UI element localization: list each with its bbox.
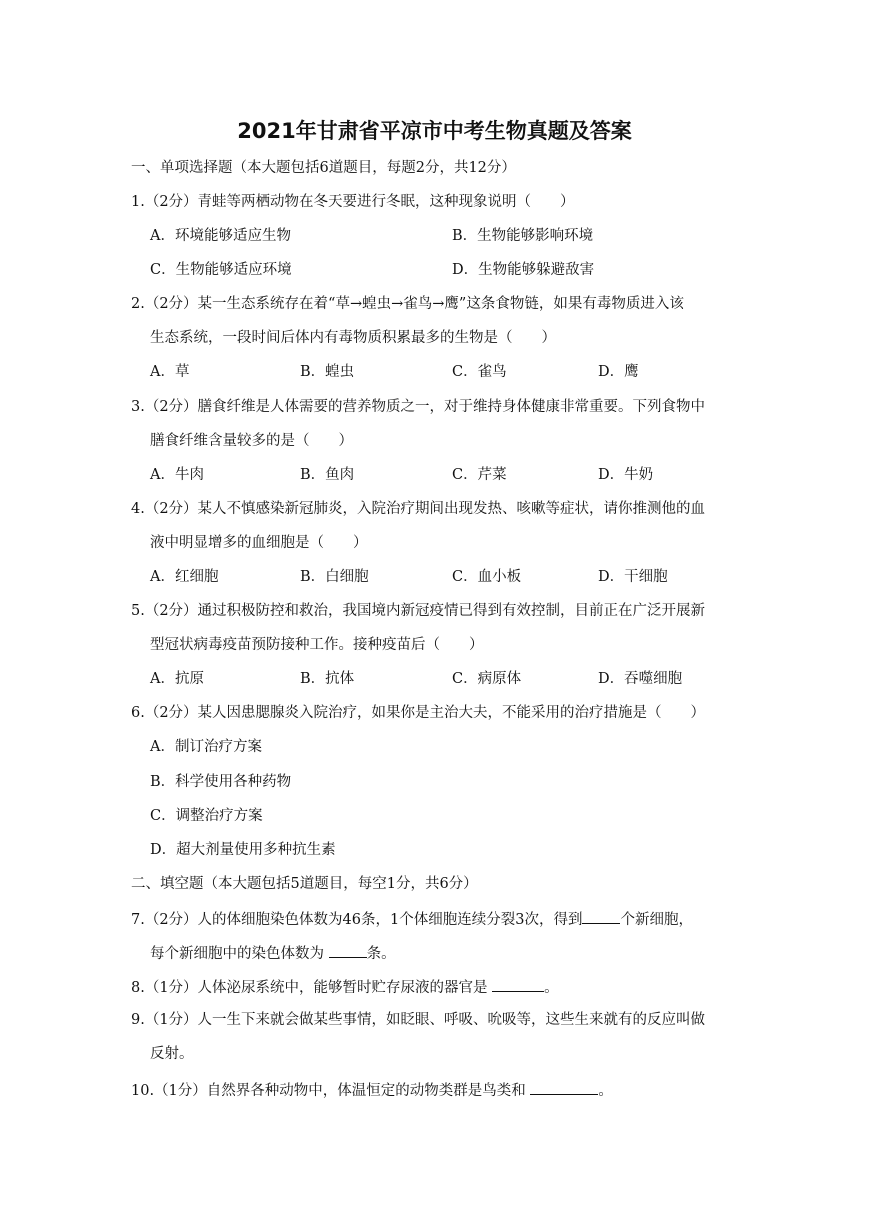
question-3-option-c: C．芹菜 bbox=[452, 467, 507, 483]
question-4-option-c: C．血小板 bbox=[452, 569, 522, 585]
question-3-option-b: B．鱼肉 bbox=[300, 467, 355, 483]
question-7-text-2: 个新细胞， bbox=[620, 912, 693, 928]
answer-blank bbox=[329, 942, 367, 958]
question-3-option-d: D．牛奶 bbox=[598, 467, 654, 483]
question-4-option-a: A．红细胞 bbox=[150, 569, 219, 585]
section-heading-single-choice: 一、单项选择题（本大题包括6道题目，每题2分，共12分） bbox=[131, 160, 516, 176]
question-8 bbox=[131, 976, 559, 998]
question-2-option-d: D．鹰 bbox=[598, 364, 639, 380]
question-5-option-a: A．抗原 bbox=[150, 671, 204, 687]
question-4-stem-line-1: 4.（2分）某人不慎感染新冠肺炎，入院治疗期间出现发热、咳嗽等症状，请你推测他的血 bbox=[131, 501, 706, 517]
question-1-option-c: C．生物能够适应环境 bbox=[150, 262, 292, 278]
question-7-text-1: 7.（2分）人的体细胞染色体数为46条，1个体细胞连续分裂3次，得到 bbox=[131, 912, 583, 928]
question-7-line-2 bbox=[150, 942, 396, 964]
question-4-option-b: B．白细胞 bbox=[300, 569, 369, 585]
answer-blank bbox=[530, 1079, 598, 1095]
question-5-option-c: C．病原体 bbox=[452, 671, 522, 687]
question-5-stem-line-1: 5.（2分）通过积极防控和救治，我国境内新冠疫情已得到有效控制，目前正在广泛开展新 bbox=[131, 603, 706, 619]
question-2-stem-line-2: 生态系统，一段时间后体内有毒物质积累最多的生物是（ ） bbox=[150, 330, 556, 346]
answer-blank bbox=[492, 976, 544, 992]
question-2-stem-line-1: 2.（2分）某一生态系统存在着“草→蝗虫→雀鸟→鹰”这条食物链，如果有毒物质进入该 bbox=[131, 296, 684, 312]
page-title: 2021年甘肃省平凉市中考生物真题及答案 bbox=[237, 119, 632, 143]
question-5-stem-line-2: 型冠状病毒疫苗预防接种工作。接种疫苗后（ ） bbox=[150, 637, 484, 653]
question-4-stem-line-2: 液中明显增多的血细胞是（ ） bbox=[150, 535, 368, 551]
question-5-option-b: B．抗体 bbox=[300, 671, 355, 687]
question-1-option-b: B．生物能够影响环境 bbox=[452, 228, 594, 244]
question-3-option-a: A．牛肉 bbox=[150, 467, 204, 483]
question-2-option-a: A．草 bbox=[150, 364, 190, 380]
question-1-option-a: A．环境能够适应生物 bbox=[150, 228, 291, 244]
question-4-option-d: D．干细胞 bbox=[598, 569, 668, 585]
answer-blank bbox=[582, 908, 620, 924]
question-7-text-4: 条。 bbox=[366, 946, 396, 962]
question-2-option-b: B．蝗虫 bbox=[300, 364, 355, 380]
question-6-option-a: A．制订治疗方案 bbox=[150, 739, 262, 755]
question-8-text-2: 。 bbox=[544, 980, 559, 996]
question-10-text-1: 10.（1分）自然界各种动物中，体温恒定的动物类群是鸟类和 bbox=[131, 1083, 531, 1099]
question-9-stem-line-2: 反射。 bbox=[150, 1046, 194, 1062]
question-6-option-d: D．超大剂量使用多种抗生素 bbox=[150, 842, 336, 858]
question-9-stem-line-1: 9.（1分）人一生下来就会做某些事情，如眨眼、呼吸、吮吸等，这些生来就有的反应叫做 bbox=[131, 1012, 706, 1028]
question-1-option-d: D．生物能够躲避敌害 bbox=[452, 262, 595, 278]
question-1-stem: 1.（2分）青蛙等两栖动物在冬天要进行冬眠，这种现象说明（ ） bbox=[131, 194, 575, 210]
section-heading-fill-in: 二、填空题（本大题包括5道题目，每空1分，共6分） bbox=[131, 876, 478, 892]
question-3-stem-line-2: 膳食纤维含量较多的是（ ） bbox=[150, 433, 353, 449]
question-7-text-3: 每个新细胞中的染色体数为 bbox=[150, 946, 329, 962]
question-7-line-1 bbox=[131, 908, 693, 930]
question-8-text-1: 8.（1分）人体泌尿系统中，能够暂时贮存尿液的器官是 bbox=[131, 980, 493, 996]
question-3-stem-line-1: 3.（2分）膳食纤维是人体需要的营养物质之一，对于维持身体健康非常重要。下列食物中 bbox=[131, 399, 706, 415]
question-6-option-b: B．科学使用各种药物 bbox=[150, 774, 292, 790]
question-10 bbox=[131, 1079, 613, 1101]
question-10-text-2: 。 bbox=[598, 1083, 613, 1099]
question-5-option-d: D．吞噬细胞 bbox=[598, 671, 683, 687]
question-6-stem: 6.（2分）某人因患腮腺炎入院治疗，如果你是主治大夫，不能采用的治疗措施是（ ） bbox=[131, 705, 706, 721]
question-6-option-c: C．调整治疗方案 bbox=[150, 808, 263, 824]
question-2-option-c: C．雀鸟 bbox=[452, 364, 507, 380]
